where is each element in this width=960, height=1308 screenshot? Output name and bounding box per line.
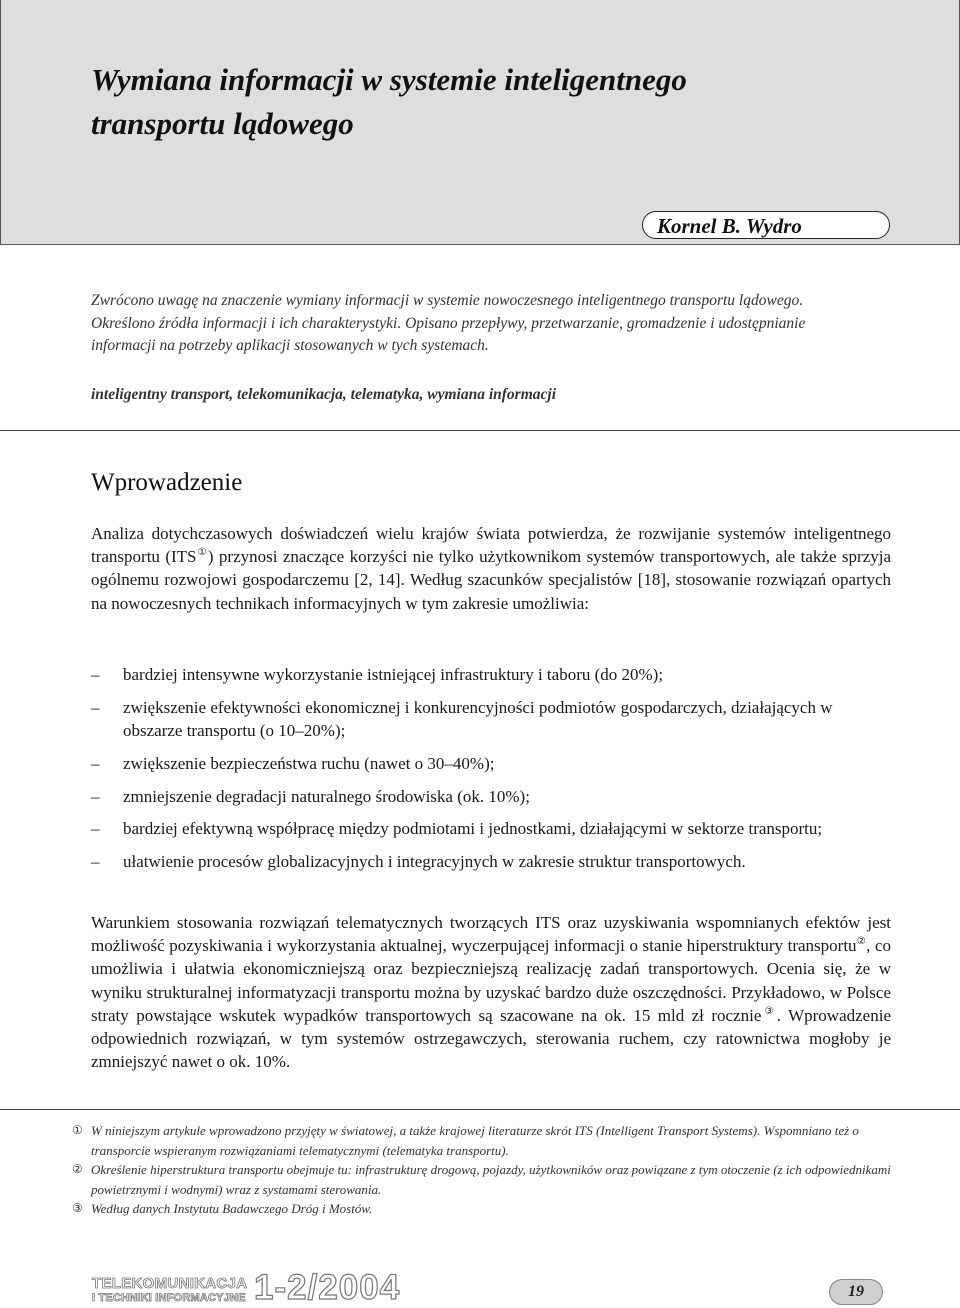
paragraph-its [91,911,891,1073]
list-item-text: bardziej intensywne wykorzystanie istniejącej infrastruktury i taboru (do 20%); [123,665,664,684]
list-dash: – [91,697,100,717]
list-item-text: zwiększenie efektywności ekonomicznej i konkurencyjności podmiotów gospodarczych, działających w obszarze transportu (o 10–20%); [123,697,833,740]
list-dash: – [91,753,100,773]
journal-name-line-2: I TECHNIKI INFORMACYJNE [92,1292,246,1304]
page-number-badge [829,1279,883,1305]
footnote-number: ③ [72,1201,83,1215]
title-line-1: Wymiana informacji w systemie inteligentnego [91,62,687,97]
journal-name [92,1276,247,1305]
footnote [72,1199,892,1219]
footnotes [72,1121,892,1219]
footnote [72,1121,892,1160]
page-number: 19 [848,1283,864,1300]
abstract [91,290,901,358]
article-title [91,58,687,146]
paragraph-intro-text-a: Analiza dotychczasowych doświadczeń wielu krajów świata potwierdza, że rozwijanie systemów inteligentnego transportu (ITS [91,524,891,567]
list-dash: – [91,665,100,684]
section-heading: Wprowadzenie [91,469,243,496]
list-dash: – [91,852,100,872]
list-item [91,817,891,840]
footnote-text: Określenie hiperstruktura transportu obejmuje tu: infrastrukturę drogową, pojazdy, użytkowników oraz powiązane z tym otoczenie (z ich odpowiednikami powietrznymi i wodnymi) wraz z systamami sterowania. [91,1162,891,1197]
list-item [91,696,891,742]
author-name: Kornel B. Wydro [657,214,802,238]
divider [0,430,960,431]
title-line-2: transportu lądowego [91,106,354,141]
footnote [72,1160,892,1199]
benefits-list [91,663,891,883]
list-item [91,752,891,775]
footnote-text: Według danych Instytutu Badawczego Dróg i Mostów. [91,1201,373,1216]
paragraph-intro [91,522,891,615]
paragraph-its-text-c: . Wprowadzenie odpowiednich rozwiązań, w tym systemów ostrzegawczych, sterowania ruchem, czy ratownictwa mogłoby je zmniejszyć nawet o ok. 10%. [91,1005,891,1072]
issue-number: 1-2/2004 [254,1268,401,1307]
paragraph-its-text-a: Warunkiem stosowania rozwiązań telematycznych tworzących ITS oraz uzyskiwania wspomnianych efektów jest możliwość pozyskiwania i wykorzystania aktualnej, wyczerpującej informacji o stanie hiperstruktury transportu [91,913,891,956]
list-item [91,785,891,808]
list-item [91,663,891,686]
footnote-ref-1[interactable]: ① [196,547,208,559]
list-dash: – [91,786,100,806]
footnote-number: ② [72,1162,83,1176]
list-item-text: zmniejszenie degradacji naturalnego środowiska (ok. 10%); [123,786,530,806]
keywords: inteligentny transport, telekomunikacja, telematyka, wymiana informacji [91,386,557,403]
footnote-text: W niniejszym artykule wprowadzono przyjęty w światowej, a także krajowej literaturze skrót ITS (Intelligent Transport Systems). Wspomniano też o transporcie wspieranym rozwiązaniami telematycznymi (telematyka transportu). [91,1123,859,1158]
abstract-line-1: Zwrócono uwagę na znaczenie wymiany informacji w systemie nowoczesnego inteligentnego transportu lądowego. [91,292,804,309]
paragraph-intro-text-b: ) przynosi znaczące korzyści nie tylko użytkownikom systemów transportowych, ale także sprzyja ogólnemu rozwojowi gospodarczemu [2, 14]. Według szacunków specjalistów [18], stosowanie rozwiązań opartych na nowoczesnych technikach informacyjnych w tym zakresie umożliwia: [91,547,892,613]
list-item [91,850,891,873]
abstract-line-2: Określono źródła informacji i ich charakterystyki. Opisano przepływy, przetwarzanie, gromadzenie i udostępnianie [91,314,806,332]
title-header-box [0,0,960,245]
footnote-ref-3[interactable]: ③ [761,1005,777,1017]
list-item-text: ułatwienie procesów globalizacyjnych i integracyjnych w zakresie struktur transportowych. [123,852,746,872]
list-item-text: zwiększenie bezpieczeństwa ruchu (nawet o 30–40%); [123,753,495,773]
footnote-number: ① [72,1123,83,1137]
paragraph-its-text-b: , co umożliwia i ułatwia ekonomiczniejszą oraz bezpieczniejszą realizację zadań transportowych. Ocenia się, że w wyniku strukturalnej informatyzacji transportu można by uzyskać bardzo duże oszczędności. Przykładowo, w Polsce straty powstające wskutek wypadków transportowych są szacowane na ok. 15 mld zł rocznie [91,936,891,1025]
footnote-ref-2[interactable]: ② [856,936,867,948]
footnote-divider [0,1109,960,1110]
list-item-text: bardziej efektywną współpracę między podmiotami i jednostkami, działającymi w sektorze transportu; [123,819,823,839]
list-dash: – [91,819,100,839]
author-badge [642,211,890,239]
journal-name-line-1: TELEKOMUNIKACJA [92,1275,248,1292]
abstract-line-3: informacji na potrzeby aplikacji stosowanych w tych systemach. [91,337,489,354]
